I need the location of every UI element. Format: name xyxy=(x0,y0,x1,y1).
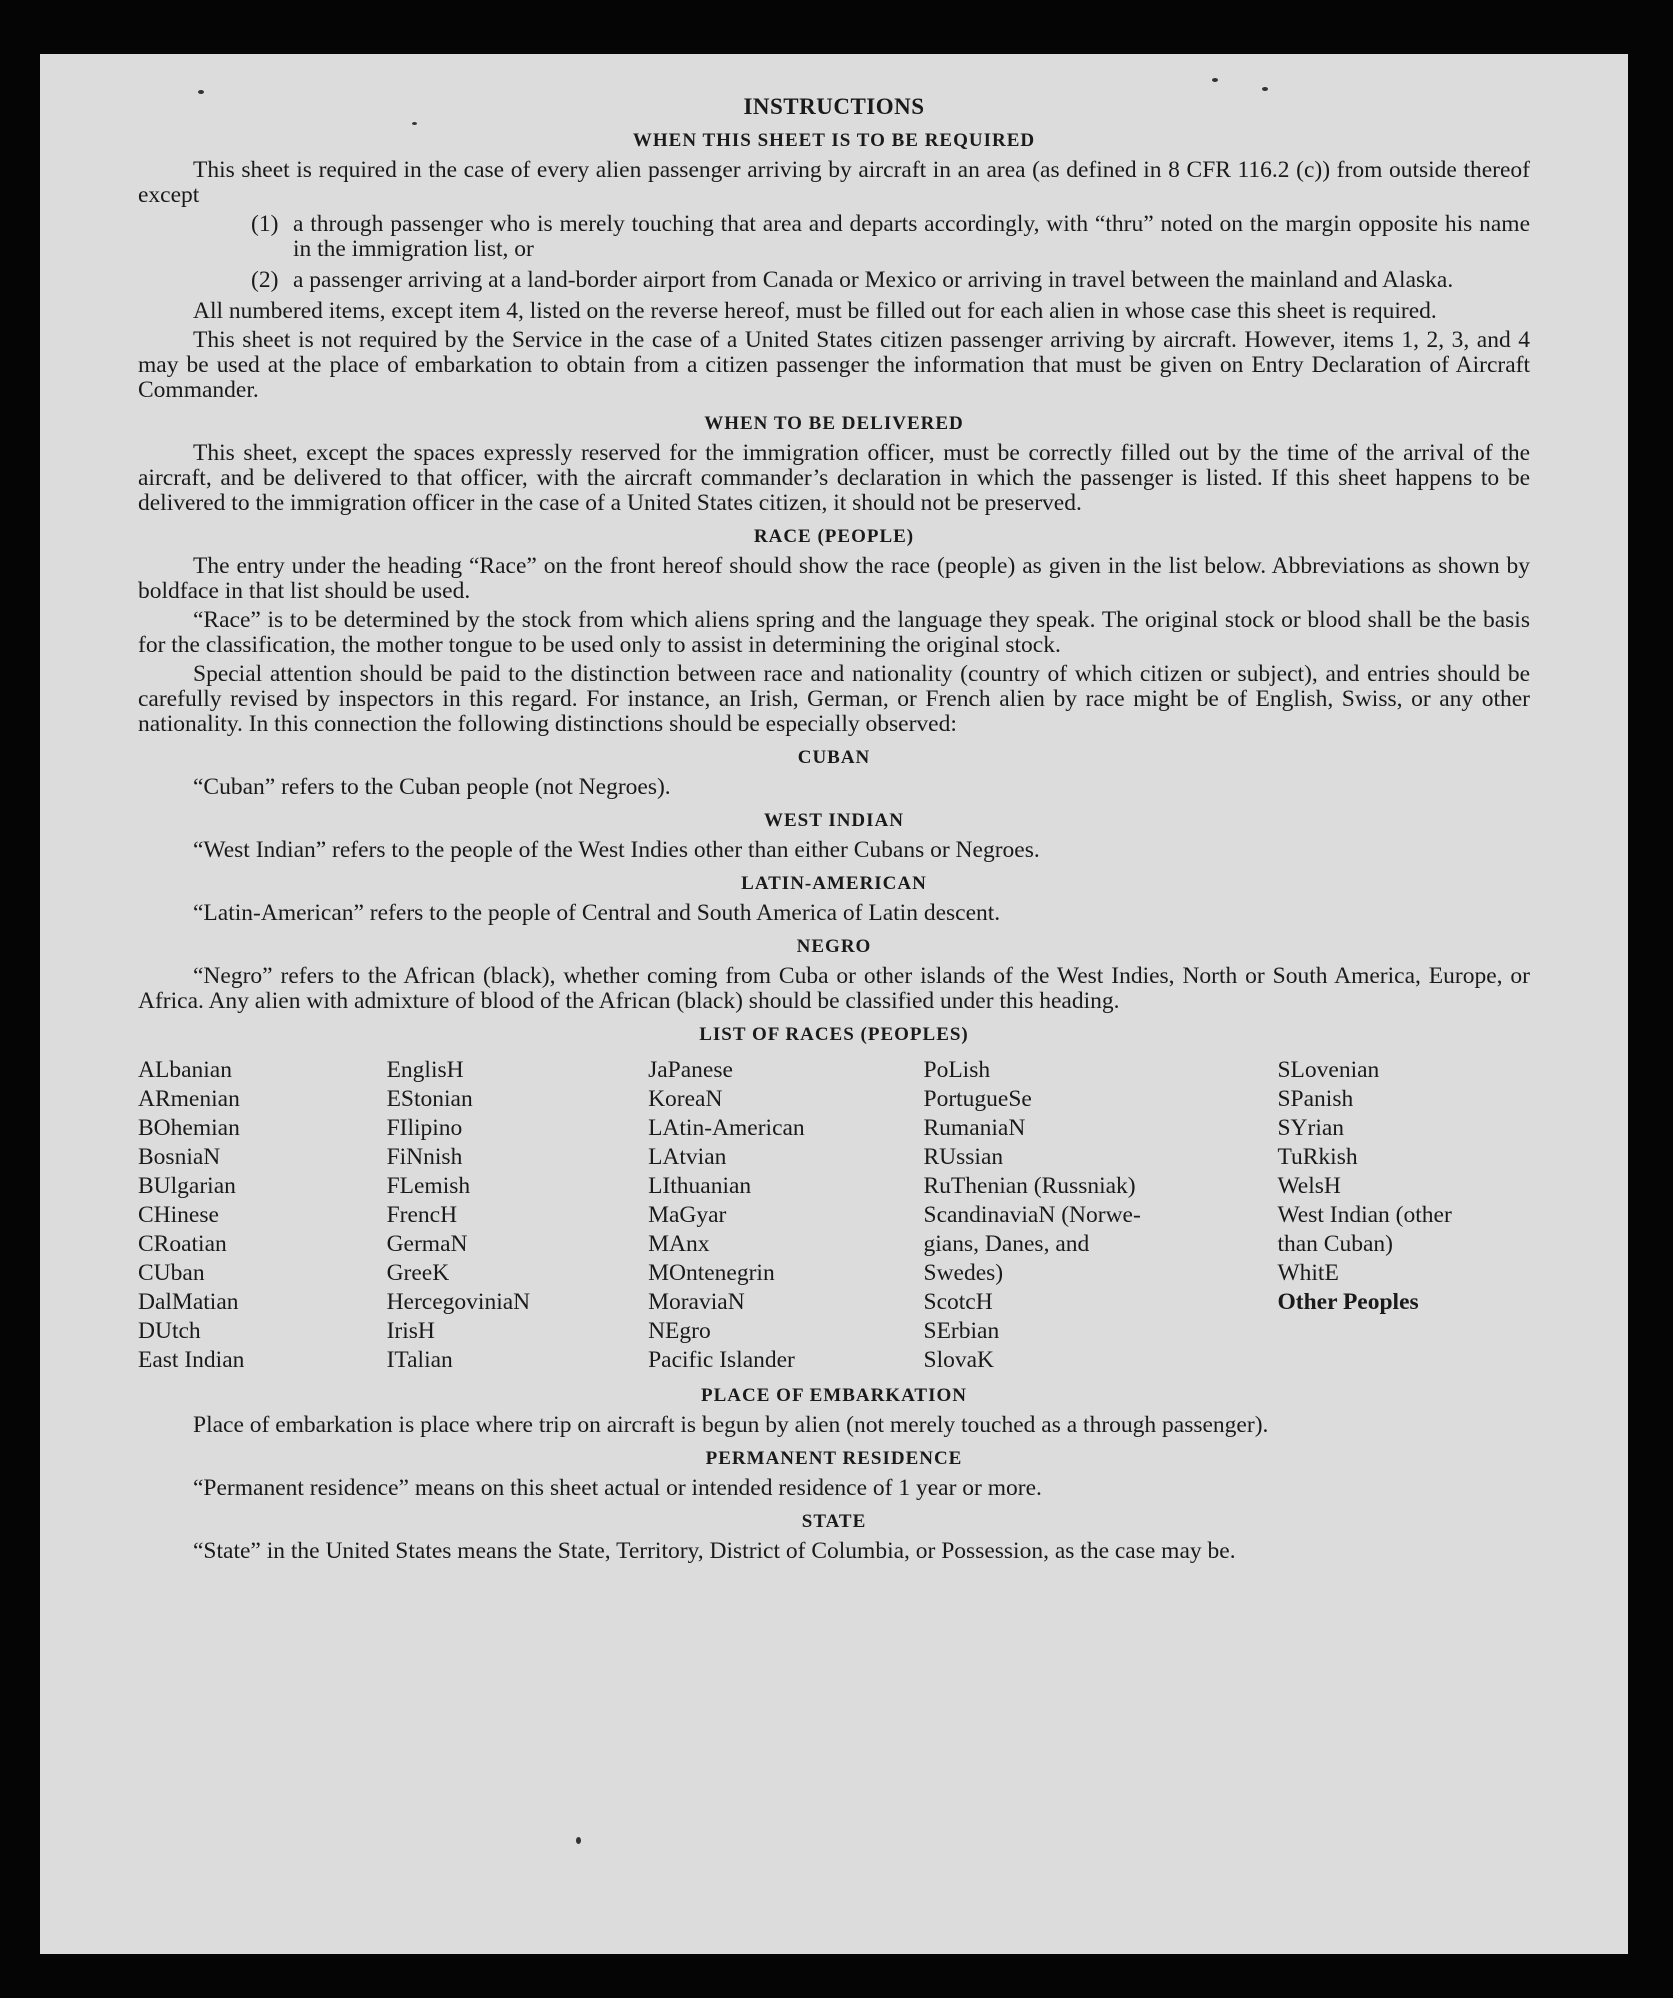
paragraph-race-entry: The entry under the heading “Race” on the front hereof should show the race (people) as given in the list below. Abbreviations as shown by boldface in that list should be used. xyxy=(138,553,1530,604)
race-item: FiNnish xyxy=(386,1144,463,1170)
paragraph-race-nationality: Special attention should be paid to the distinction between race and nationality (country of which citizen or subject), and entries should be carefully revised by inspectors in this regard. For instance, an Irish, German, or French alien by race might be of English, Swiss, or any other nationality. In this connection the following distinctions should be especially observed: xyxy=(138,661,1530,737)
race-item: SErbian xyxy=(923,1318,1000,1344)
race-item: HercegoviniaN xyxy=(386,1289,531,1315)
heading-permanent-residence: PERMANENT RESIDENCE xyxy=(705,1448,963,1469)
paragraph-citizen-passenger: This sheet is not required by the Service in the case of a United States citizen passenger arriving by aircraft. However, items 1, 2, 3, and 4 may be used at the place of embarkation to obtain from a citizen passenger the information that must be given on Entry Declaration of Aircraft Commander. xyxy=(138,327,1530,403)
exception-number: (2) xyxy=(251,267,279,293)
paragraph-negro: “Negro” refers to the African (black), whether coming from Cuba or other islands of the West Indies, North or South America, Europe, or Africa. Any alien with admixture of blood of the African (black) should be classified under this heading. xyxy=(138,963,1530,1014)
race-item-continued: Swedes) xyxy=(923,1260,1004,1286)
race-item: MOntenegrin xyxy=(648,1260,775,1286)
races-column-2 xyxy=(387,1056,649,1375)
race-item: RuThenian (Russniak) xyxy=(923,1173,1136,1199)
race-item: FIlipino xyxy=(386,1115,463,1141)
race-item: WelsH xyxy=(1277,1173,1341,1199)
exception-item-1 xyxy=(138,212,1530,262)
paragraph-race-determination: “Race” is to be determined by the stock from which aliens spring and the language they speak. The original stock or blood shall be the basis for the classification, the mother tongue to be used only to assist in determining the original stock. xyxy=(138,607,1530,658)
paragraph-permanent-residence: “Permanent residence” means on this sheet actual or intended residence of 1 year or more. xyxy=(193,1475,1042,1501)
race-item: DalMatian xyxy=(138,1289,239,1315)
races-column-3 xyxy=(648,1056,923,1375)
exception-number: (1) xyxy=(251,211,279,237)
race-item-continued: than Cuban) xyxy=(1277,1231,1393,1257)
race-item: KoreaN xyxy=(648,1086,723,1112)
exception-text: a passenger arriving at a land-border airport from Canada or Mexico or arriving in travel between the mainland and Alaska. xyxy=(293,267,1454,293)
race-item: GreeK xyxy=(386,1260,450,1286)
race-item: LIthuanian xyxy=(648,1173,752,1199)
race-item: ARmenian xyxy=(138,1086,240,1112)
race-item: BOhemian xyxy=(138,1115,240,1141)
heading-cuban: CUBAN xyxy=(797,747,871,768)
paragraph-embarkation: Place of embarkation is place where trip on aircraft is begun by alien (not merely touched as a through passenger). xyxy=(193,1412,1269,1438)
paragraph-delivery: This sheet, except the spaces expressly reserved for the immigration officer, must be correctly filled out by the time of the arrival of the aircraft, and be delivered to that officer, with the aircraft commander’s declaration in which the passenger is listed. If this sheet happens to be delivered to the immigration officer in the case of a United States citizen, it should not be preserved. xyxy=(138,440,1530,516)
race-item: LAtin-American xyxy=(648,1115,805,1141)
scan-speck xyxy=(412,122,417,125)
race-item: TuRkish xyxy=(1277,1144,1358,1170)
heading-when-delivered: WHEN TO BE DELIVERED xyxy=(704,413,964,434)
race-item-continued: gians, Danes, and xyxy=(923,1231,1090,1257)
heading-state: STATE xyxy=(801,1511,867,1532)
scan-speck xyxy=(576,1837,581,1844)
race-item: JaPanese xyxy=(648,1057,733,1083)
race-item: SPanish xyxy=(1277,1086,1354,1112)
race-item: ScotcH xyxy=(923,1289,993,1315)
race-item: RUssian xyxy=(923,1144,1004,1170)
races-column-1 xyxy=(138,1056,387,1375)
races-column-5 xyxy=(1277,1056,1530,1375)
race-item: SYrian xyxy=(1277,1115,1345,1141)
race-item: MAnx xyxy=(648,1231,710,1257)
paragraph-west-indian: “West Indian” refers to the people of the West Indies other than either Cubans or Negroes. xyxy=(193,837,1040,863)
race-item: ScandinaviaN (Norwe- xyxy=(923,1202,1141,1228)
race-item: RumaniaN xyxy=(923,1115,1026,1141)
race-item: NEgro xyxy=(648,1318,711,1344)
races-column-4 xyxy=(924,1056,1278,1375)
race-item: Pacific Islander xyxy=(648,1347,795,1373)
races-list xyxy=(138,1056,1530,1375)
paragraph-numbered-items: All numbered items, except item 4, listed on the reverse hereof, must be filled out for each alien in whose case this sheet is required. xyxy=(193,298,1437,324)
heading-west-indian: WEST INDIAN xyxy=(764,810,904,831)
race-item: ALbanian xyxy=(138,1057,232,1083)
exception-item-2 xyxy=(138,268,1530,293)
race-item: DUtch xyxy=(138,1318,201,1344)
race-item: East Indian xyxy=(138,1347,245,1373)
race-item: IrisH xyxy=(386,1318,435,1344)
race-item: FLemish xyxy=(386,1173,471,1199)
race-item: PortugueSe xyxy=(923,1086,1032,1112)
heading-race: RACE (PEOPLE) xyxy=(753,526,915,547)
scan-speck xyxy=(198,90,204,94)
race-item: FrencH xyxy=(386,1202,458,1228)
exception-text: a through passenger who is merely touching that area and departs accordingly, with “thru” noted on the margin opposite his name in the immigration list, or xyxy=(293,211,1530,262)
race-item: BUlgarian xyxy=(138,1173,236,1199)
race-item: MoraviaN xyxy=(648,1289,745,1315)
heading-when-required: WHEN THIS SHEET IS TO BE REQUIRED xyxy=(632,130,1036,151)
race-item: GermaN xyxy=(386,1231,468,1257)
race-item-other: Other Peoples xyxy=(1277,1289,1419,1315)
scan-speck xyxy=(1262,87,1268,91)
race-item: EnglisH xyxy=(386,1057,464,1083)
heading-races-list: LIST OF RACES (PEOPLES) xyxy=(699,1024,969,1045)
heading-latin-american: LATIN-AMERICAN xyxy=(741,873,927,894)
paragraph-state: “State” in the United States means the State, Territory, District of Columbia, or Possession, as the case may be. xyxy=(193,1538,1236,1564)
heading-embarkation: PLACE OF EMBARKATION xyxy=(701,1385,967,1406)
paragraph-required-intro: This sheet is required in the case of every alien passenger arriving by aircraft in an area (as defined in 8 CFR 116.2 (c)) from outside thereof except xyxy=(138,157,1530,208)
heading-negro: NEGRO xyxy=(796,936,872,957)
race-item: EStonian xyxy=(386,1086,473,1112)
race-item: CUban xyxy=(138,1260,205,1286)
race-item: SlovaK xyxy=(923,1347,994,1373)
race-item: LAtvian xyxy=(648,1144,727,1170)
race-item: WhitE xyxy=(1277,1260,1339,1286)
race-item: PoLish xyxy=(923,1057,991,1083)
race-item: SLovenian xyxy=(1277,1057,1380,1083)
race-item: CHinese xyxy=(138,1202,219,1228)
race-item: ITalian xyxy=(386,1347,453,1373)
paragraph-cuban: “Cuban” refers to the Cuban people (not Negroes). xyxy=(193,774,671,800)
race-item: BosniaN xyxy=(138,1144,221,1170)
scan-speck xyxy=(1212,78,1218,82)
race-item: MaGyar xyxy=(648,1202,727,1228)
page-title: INSTRUCTIONS xyxy=(743,94,925,119)
race-item: CRoatian xyxy=(138,1231,227,1257)
race-item: West Indian (other xyxy=(1277,1202,1452,1228)
paragraph-latin-american: “Latin-American” refers to the people of Central and South America of Latin descent. xyxy=(193,900,1001,926)
instruction-sheet xyxy=(40,54,1628,1954)
